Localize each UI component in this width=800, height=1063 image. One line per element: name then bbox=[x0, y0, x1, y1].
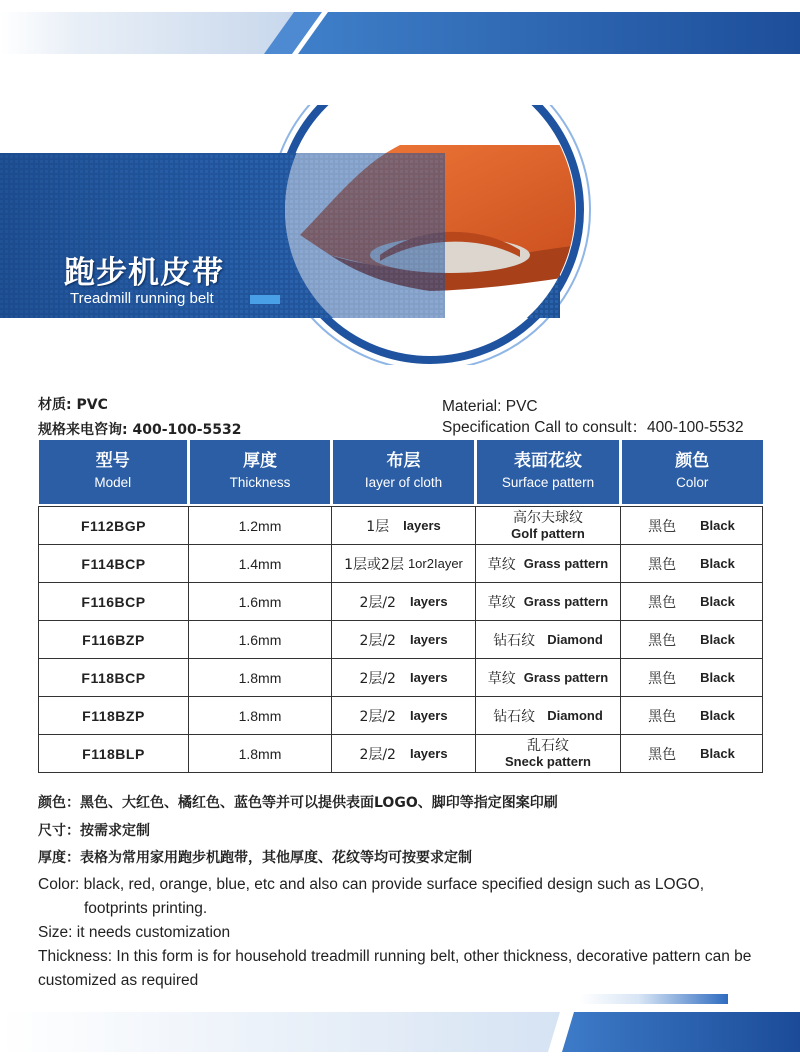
model-cell: F118BCP bbox=[39, 659, 189, 697]
table-header-row bbox=[39, 440, 763, 504]
spec-table bbox=[38, 440, 763, 773]
material-en: Material: PVC bbox=[442, 398, 538, 415]
model-cell: F112BGP bbox=[39, 507, 189, 545]
table-row bbox=[39, 583, 763, 621]
model-cell: F118BLP bbox=[39, 735, 189, 773]
header-model: 型号 Model bbox=[39, 440, 189, 504]
consult-cn: 规格来电咨询: 400-100-5532 bbox=[38, 422, 242, 438]
bottom-decorative-bar bbox=[0, 994, 800, 1063]
note-thickness-cn: 厚度：表格为常用家用跑步机跑带，其他厚度、花纹等均可按要求定制 bbox=[38, 850, 472, 866]
pattern-cell: 钻石纹 Diamond bbox=[476, 621, 621, 659]
thickness-cell: 1.2mm bbox=[189, 507, 332, 545]
thickness-cell: 1.8mm bbox=[189, 735, 332, 773]
note-size-cn: 尺寸：按需求定制 bbox=[38, 822, 150, 839]
layer-cell: 2层/2 Iayers bbox=[332, 583, 476, 621]
thickness-cell: 1.6mm bbox=[189, 621, 332, 659]
banner-image bbox=[0, 105, 800, 365]
header-pattern: 表面花纹 Surface pattern bbox=[476, 440, 621, 504]
notes-en bbox=[38, 873, 790, 993]
table-row bbox=[39, 507, 763, 545]
notes-cn bbox=[38, 790, 558, 873]
thickness-cell: 1.8mm bbox=[189, 659, 332, 697]
table-row bbox=[39, 697, 763, 735]
color-cell: 黑色 Black bbox=[621, 697, 763, 735]
thickness-cell: 1.4mm bbox=[189, 545, 332, 583]
note-color-en: Color: black, red, orange, blue, etc and also can provide surface specified design such as LOGO, bbox=[38, 876, 705, 893]
table-row bbox=[39, 659, 763, 697]
note-size-en: Size: it needs customization bbox=[38, 924, 231, 941]
layer-cell: 2层/2 Iayers bbox=[332, 735, 476, 773]
banner-title-en: Treadmill running belt bbox=[70, 290, 214, 307]
pattern-cell: 草纹 Grass pattern bbox=[476, 545, 621, 583]
layer-cell: 2层/2 Iayers bbox=[332, 659, 476, 697]
color-cell: 黑色 Black bbox=[621, 621, 763, 659]
pattern-cell: 乱石纹 Sneck pattern bbox=[476, 735, 621, 773]
layer-cell: 1层或2层 1or2Iayer bbox=[332, 545, 476, 583]
thickness-cell: 1.6mm bbox=[189, 583, 332, 621]
color-cell: 黑色 Black bbox=[621, 735, 763, 773]
header-layer: 布层 Iayer of cloth bbox=[332, 440, 476, 504]
info-left bbox=[38, 393, 242, 443]
banner-title-cn: 跑步机皮带 bbox=[64, 255, 224, 291]
note-color-cn: 颜色：黑色、大红色、橘红色、蓝色等并可以提供表面LOGO、脚印等指定图案印刷 bbox=[38, 795, 558, 811]
pattern-cell: 高尔夫球纹 Golf pattern bbox=[476, 507, 621, 545]
pattern-cell: 草纹 Grass pattern bbox=[476, 583, 621, 621]
color-cell: 黑色 Black bbox=[621, 659, 763, 697]
table-row bbox=[39, 735, 763, 773]
header-color: 颜色 Color bbox=[621, 440, 763, 504]
material-cn: 材质: PVC bbox=[38, 397, 108, 413]
layer-cell: 2层/2 Iayers bbox=[332, 621, 476, 659]
model-cell: F116BZP bbox=[39, 621, 189, 659]
consult-en: Specification Call to consult：400-100-5532 bbox=[442, 419, 744, 436]
info-right bbox=[442, 396, 744, 438]
top-decorative-band bbox=[0, 0, 800, 66]
note-color-en-cont: footprints printing. bbox=[84, 900, 208, 917]
model-cell: F118BZP bbox=[39, 697, 189, 735]
model-cell: F116BCP bbox=[39, 583, 189, 621]
pattern-cell: 草纹 Grass pattern bbox=[476, 659, 621, 697]
color-cell: 黑色 Black bbox=[621, 545, 763, 583]
pattern-cell: 钻石纹 Diamond bbox=[476, 697, 621, 735]
layer-cell: 1层 Iayers bbox=[332, 507, 476, 545]
layer-cell: 2层/2 Iayers bbox=[332, 697, 476, 735]
note-thickness-en: Thickness: In this form is for household treadmill running belt, other thickness, decorative pattern can be customized as required bbox=[38, 948, 752, 989]
table-row bbox=[39, 621, 763, 659]
color-cell: 黑色 Black bbox=[621, 583, 763, 621]
model-cell: F114BCP bbox=[39, 545, 189, 583]
thickness-cell: 1.8mm bbox=[189, 697, 332, 735]
color-cell: 黑色 Black bbox=[621, 507, 763, 545]
table-row bbox=[39, 545, 763, 583]
header-thickness: 厚度 Thickness bbox=[189, 440, 332, 504]
